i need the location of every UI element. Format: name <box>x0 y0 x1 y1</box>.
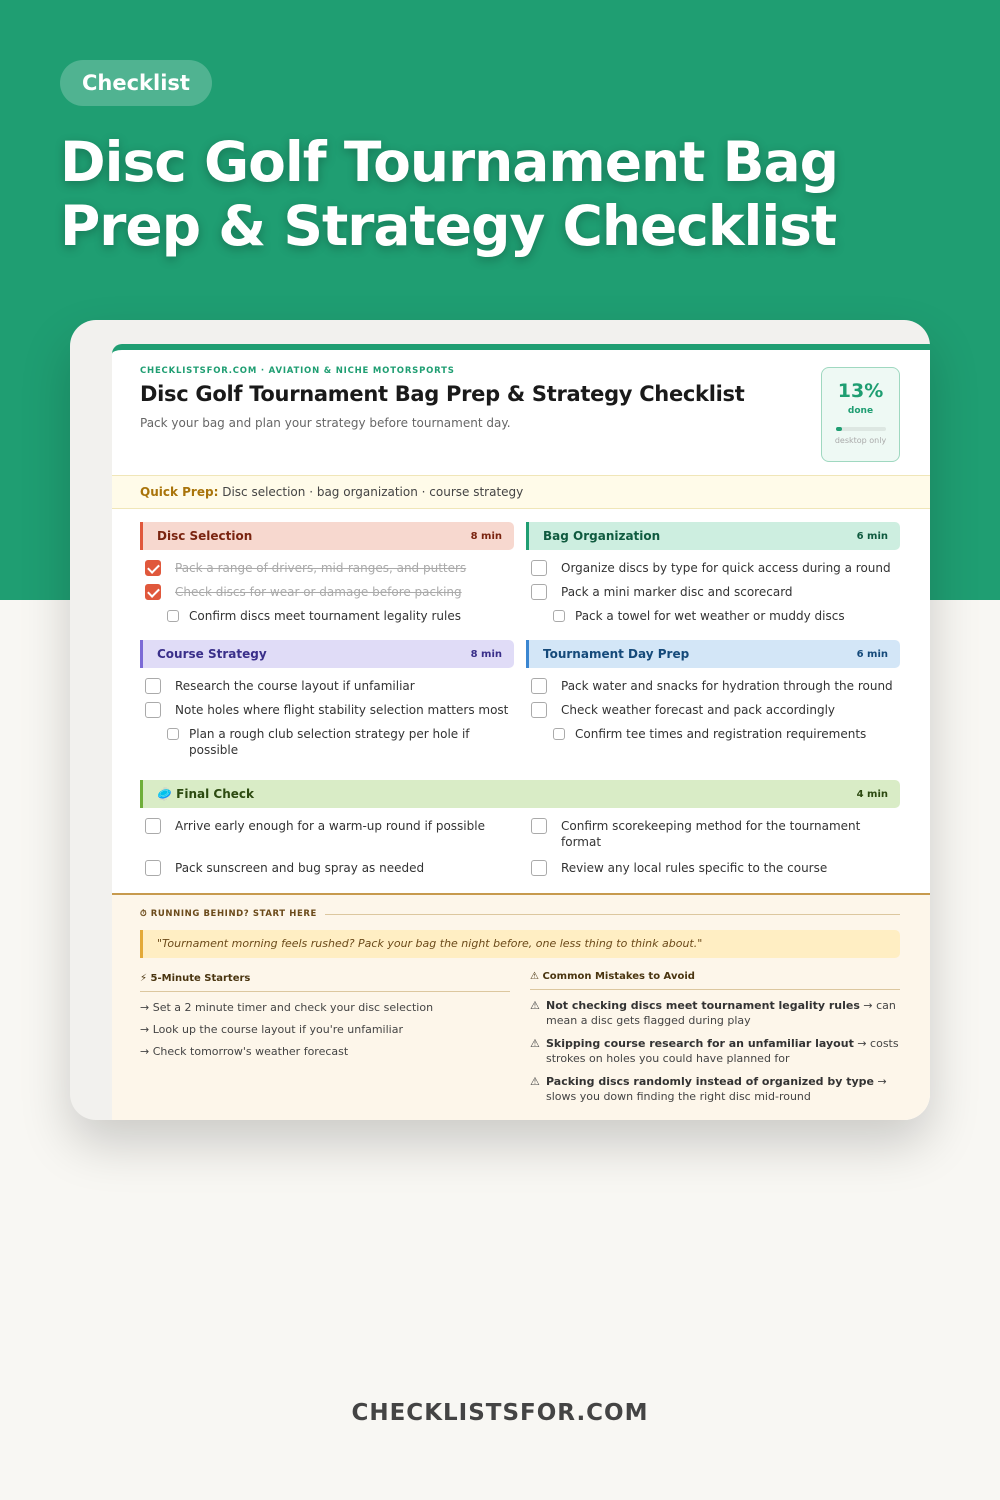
running-behind-heading-text: ⏱ RUNNING BEHIND? START HERE <box>140 909 317 919</box>
warning-icon: ⚠ <box>530 1075 540 1088</box>
checklist-item[interactable] <box>526 726 900 742</box>
final-check-left <box>140 808 514 876</box>
checkbox[interactable] <box>145 678 161 694</box>
checklist-item-label: Confirm tee times and registration requirements <box>575 727 867 741</box>
checkbox[interactable] <box>531 584 547 600</box>
checklist-item[interactable] <box>526 702 900 718</box>
final-check-header <box>140 780 900 808</box>
mistakes-title: ⚠ Common Mistakes to Avoid <box>530 971 900 990</box>
progress-card <box>821 367 900 462</box>
section-tournament-day-prep <box>526 640 900 742</box>
checklist-item-label: Organize discs by type for quick access during a round <box>561 561 891 575</box>
checklist-item[interactable] <box>140 860 514 876</box>
checkbox[interactable] <box>145 860 161 876</box>
heading-rule <box>325 914 900 915</box>
mistake-rest: → can mean a disc gets flagged during play <box>546 999 896 1027</box>
section-header <box>140 522 514 550</box>
checklist-item[interactable] <box>526 608 900 624</box>
hero-title: Disc Golf Tournament Bag Prep & Strategy Checklist <box>60 130 839 258</box>
checklist-item[interactable] <box>140 702 514 718</box>
checklist-item-label: Pack water and snacks for hydration through the round <box>561 679 893 693</box>
warning-icon: ⚠ <box>530 999 540 1012</box>
mistake-rest: → slows you down finding the right disc mid-round <box>546 1075 887 1103</box>
section-header <box>526 522 900 550</box>
section-final-check <box>140 780 900 876</box>
section-time: 6 min <box>856 530 888 542</box>
section-header <box>140 640 514 668</box>
starter-item: → Check tomorrow's weather forecast <box>140 1045 349 1058</box>
section-time: 8 min <box>470 530 502 542</box>
site-line: CHECKLISTSFOR.COM · AVIATION & NICHE MOTORSPORTS <box>140 366 455 376</box>
starters-title: ⚡ 5-Minute Starters <box>140 973 510 992</box>
section-time: 6 min <box>856 648 888 660</box>
section-title: Bag Organization <box>543 529 661 543</box>
checklist-item[interactable] <box>140 584 514 600</box>
checkbox[interactable] <box>167 728 179 740</box>
mistake-item <box>530 998 900 1028</box>
checklist-badge: Checklist <box>60 60 212 106</box>
checklist-item-label: Pack a mini marker disc and scorecard <box>561 585 793 599</box>
mistake-bold: Packing discs randomly instead of organized by type <box>546 1075 875 1088</box>
section-bag-organization <box>526 522 900 624</box>
checkbox[interactable] <box>167 610 179 622</box>
section-disc-selection <box>140 522 514 624</box>
checklist-document <box>112 344 930 1120</box>
section-title: Disc Selection <box>157 529 253 543</box>
section-header <box>526 640 900 668</box>
section-course-strategy <box>140 640 514 758</box>
checklist-item-label: Note holes where flight stability selection matters most <box>175 703 509 717</box>
checklist-item[interactable] <box>526 678 900 694</box>
starters-column <box>140 973 510 1058</box>
quick-prep-bar <box>112 475 930 509</box>
checkbox[interactable] <box>553 610 565 622</box>
section-title: Course Strategy <box>157 647 267 661</box>
starter-item: → Set a 2 minute timer and check your disc selection <box>140 1001 434 1014</box>
checklist-item[interactable] <box>526 860 900 876</box>
document-subtitle: Pack your bag and plan your strategy before tournament day. <box>140 416 511 430</box>
quick-prep-label: Quick Prep: <box>140 485 219 499</box>
progress-note: desktop only <box>834 436 887 445</box>
running-behind-heading <box>140 909 900 919</box>
starter-item: → Look up the course layout if you're unfamiliar <box>140 1023 403 1036</box>
checklist-item[interactable] <box>140 608 514 624</box>
quick-prep-text: Disc selection · bag organization · course strategy <box>222 485 524 499</box>
checkbox[interactable] <box>145 702 161 718</box>
checklist-item-label: Pack a range of drivers, mid-ranges, and putters <box>175 561 467 575</box>
tip-quote: "Tournament morning feels rushed? Pack your bag the night before, one less thing to think about." <box>140 930 900 958</box>
final-check-time: 4 min <box>856 788 888 800</box>
progress-bar <box>836 427 886 431</box>
running-behind-panel <box>112 893 930 1120</box>
document-title: Disc Golf Tournament Bag Prep & Strategy Checklist <box>140 382 745 406</box>
final-check-title: Final Check <box>176 787 254 801</box>
mistakes-column <box>530 971 900 1104</box>
checklist-item-label: Arrive early enough for a warm-up round if possible <box>175 819 485 833</box>
section-title: Tournament Day Prep <box>543 647 690 661</box>
checked-checkbox[interactable] <box>145 560 161 576</box>
mistake-bold: Not checking discs meet tournament legality rules <box>546 999 860 1012</box>
checklist-item-label: Pack sunscreen and bug spray as needed <box>175 861 425 875</box>
checklist-item-label: Pack a towel for wet weather or muddy discs <box>575 609 845 623</box>
checkbox[interactable] <box>531 560 547 576</box>
checkbox[interactable] <box>531 702 547 718</box>
mistake-bold: Skipping course research for an unfamiliar layout <box>546 1037 854 1050</box>
checkbox[interactable] <box>553 728 565 740</box>
warning-icon: ⚠ <box>530 1037 540 1050</box>
checkbox[interactable] <box>531 860 547 876</box>
mistake-item <box>530 1036 900 1066</box>
checkbox[interactable] <box>531 678 547 694</box>
checklist-item[interactable] <box>140 726 514 758</box>
section-time: 8 min <box>470 648 502 660</box>
progress-percent: 13% <box>837 380 884 402</box>
checklist-item[interactable] <box>140 560 514 576</box>
checklist-item[interactable] <box>526 818 900 850</box>
checklist-item-label: Plan a rough club selection strategy per hole if possible <box>189 727 470 757</box>
mistake-item <box>530 1074 900 1104</box>
disc-icon: 🥏 <box>157 787 172 801</box>
checklist-item-label: Check discs for wear or damage before packing <box>175 585 462 599</box>
checkbox[interactable] <box>145 818 161 834</box>
checklist-item-label: Confirm discs meet tournament legality rules <box>189 609 461 623</box>
mistake-rest: → costs strokes on holes you could have planned for <box>546 1037 899 1065</box>
screenshot-frame <box>70 320 930 1120</box>
mistakes-list <box>530 998 900 1104</box>
final-check-right <box>526 808 900 876</box>
checklist-item-label: Review any local rules specific to the course <box>561 861 828 875</box>
checkbox[interactable] <box>531 818 547 834</box>
progress-fill <box>836 427 843 431</box>
starters-list <box>140 1001 510 1058</box>
footer-site-name: CHECKLISTSFOR.COM <box>351 1400 649 1426</box>
checklist-item[interactable] <box>526 584 900 600</box>
checklist-item-label: Research the course layout if unfamiliar <box>175 679 415 693</box>
checklist-item-label: Confirm scorekeeping method for the tournament format <box>561 819 861 849</box>
checklist-item[interactable] <box>140 818 514 834</box>
checked-checkbox[interactable] <box>145 584 161 600</box>
checklist-item-label: Check weather forecast and pack accordingly <box>561 703 836 717</box>
progress-label: done <box>847 406 874 416</box>
checklist-item[interactable] <box>140 678 514 694</box>
checklist-item[interactable] <box>526 560 900 576</box>
